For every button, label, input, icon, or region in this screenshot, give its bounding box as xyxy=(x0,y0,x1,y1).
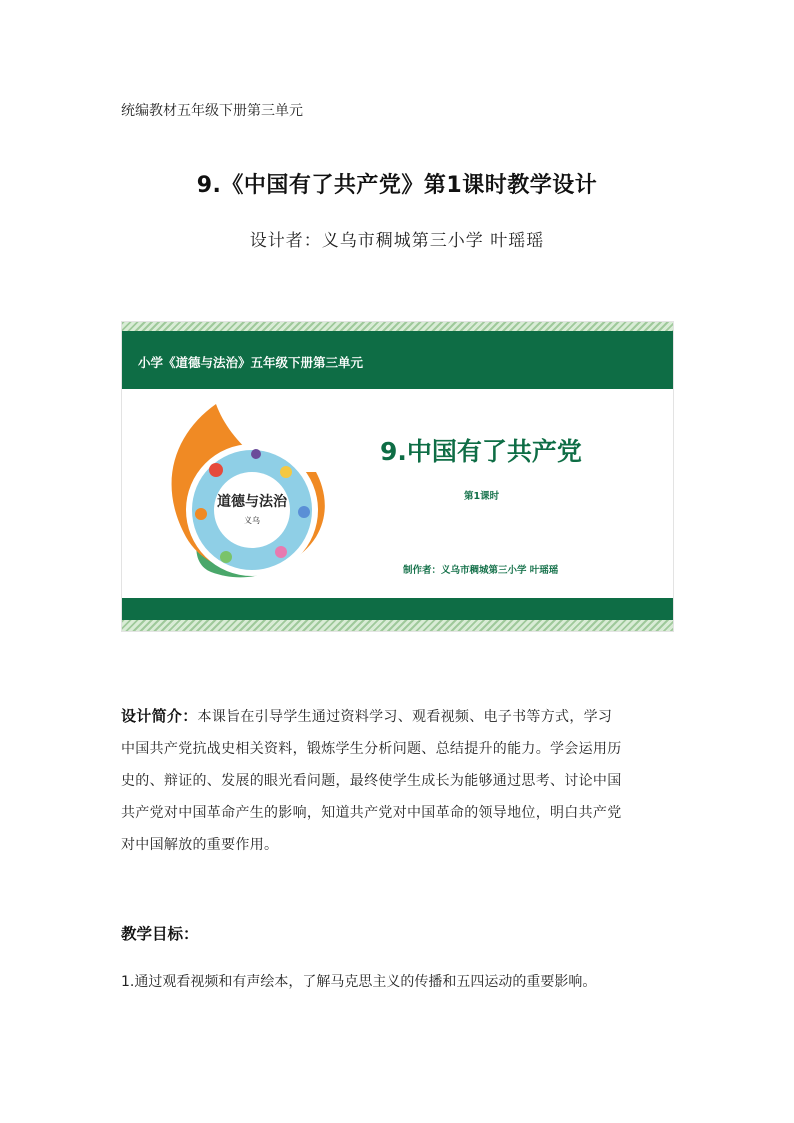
goal-item: 1.通过观看视频和有声绘本，了解马克思主义的传播和五四运动的重要影响。 xyxy=(121,974,597,990)
slide-footer-band xyxy=(122,598,673,620)
intro-line: 对中国解放的重要作用。 xyxy=(121,837,279,853)
slide-cover-image xyxy=(121,321,674,632)
slide-header-band xyxy=(122,331,673,389)
designer-line: 设计者：义乌市稠城第三小学 叶瑶瑶 xyxy=(249,231,545,251)
slide-lesson: 第1课时 xyxy=(464,491,500,502)
intro-line: 中国共产党抗战史相关资料，锻炼学生分析问题、总结提升的能力。学会运用历 xyxy=(121,741,622,757)
document-title: 9.《中国有了共产党》第1课时教学设计 xyxy=(196,173,598,198)
slide-top-stripe xyxy=(122,322,673,331)
slide-maker: 制作者：义乌市稠城第三小学 叶瑶瑶 xyxy=(403,565,559,576)
intro-line: 共产党对中国革命产生的影响，知道共产党对中国革命的领导地位，明白共产党 xyxy=(121,805,622,821)
course-logo xyxy=(156,402,336,587)
slide-band-text: 小学《道德与法治》五年级下册第三单元 xyxy=(138,355,364,370)
intro-label: 设计简介： xyxy=(121,707,198,725)
goals-heading: 教学目标： xyxy=(121,925,199,943)
logo-title: 道德与法治 xyxy=(217,494,287,510)
intro-paragraph xyxy=(121,700,676,861)
slide-bottom-stripe xyxy=(122,620,673,631)
intro-line: 本课旨在引导学生通过资料学习、观看视频、电子书等方式，学习 xyxy=(197,709,613,725)
unit-line: 统编教材五年级下册第三单元 xyxy=(121,103,303,119)
intro-line: 史的、辩证的、发展的眼光看问题，最终使学生成长为能够通过思考、讨论中国 xyxy=(121,773,622,789)
logo-subtitle: 义乌 xyxy=(244,516,260,525)
slide-title: 9.中国有了共产党 xyxy=(380,437,582,466)
